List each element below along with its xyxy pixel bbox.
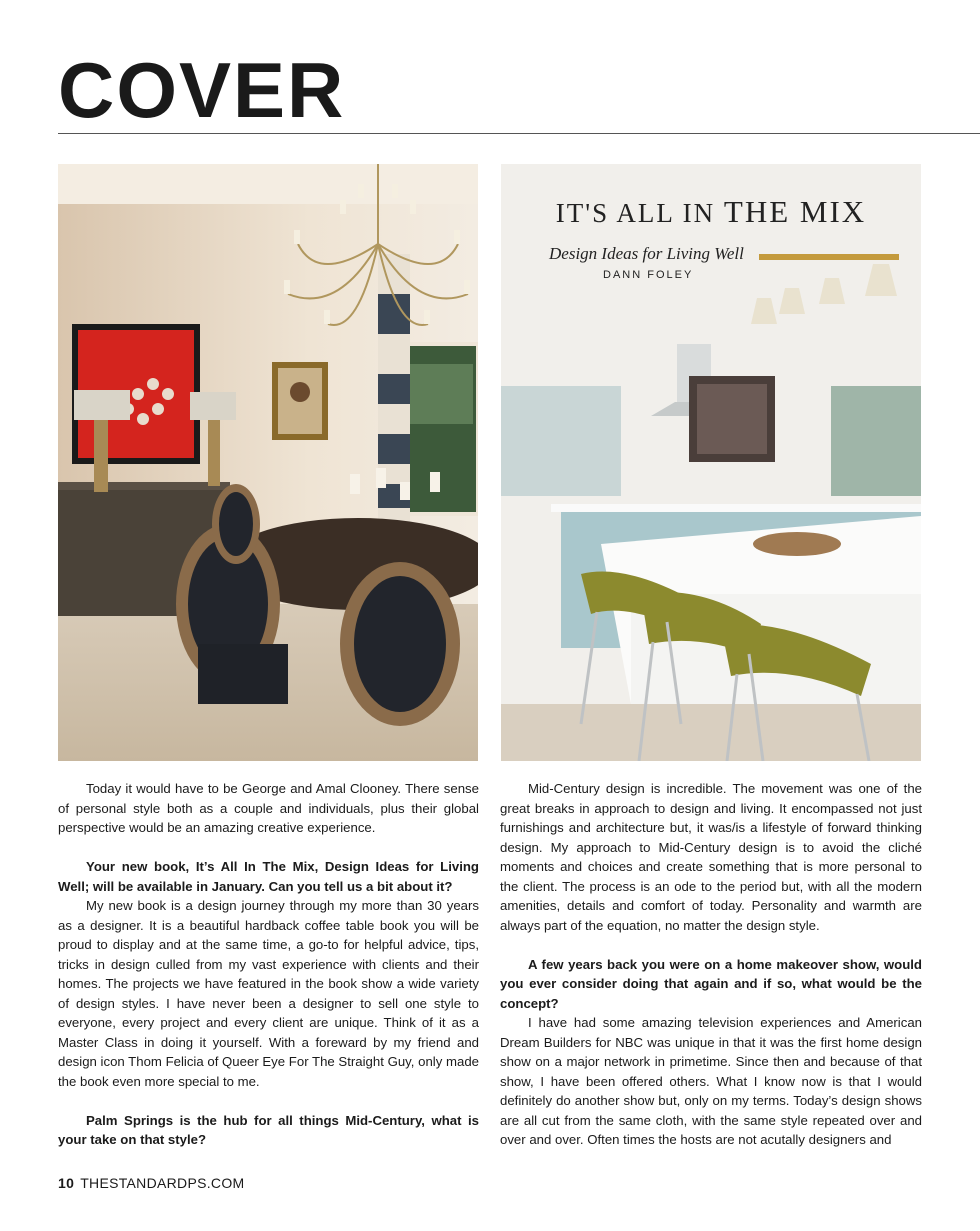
interview-question: A few years back you were on a home makeover show, would you ever consider doing that again and if so, what would be the concept?	[500, 956, 922, 1011]
cover-title-part2: THE MIX	[723, 194, 867, 229]
page-number: 10	[58, 1175, 75, 1191]
interview-question: Palm Springs is the hub for all things Mid-Century, what is your take on that style?	[58, 1112, 479, 1147]
cover-subtitle: Design Ideas for Living Well	[549, 244, 744, 263]
paragraph: My new book is a design journey through my more than 30 years as a designer. It is a beautiful hardback coffee table book you will be proud to display and at the same time, a go-to for helpful advice, tips, tricks in design culled from my vast experience with clients and their homes. The projects we have featured in the book show a wide variety of design styles. I have never been a designer to sell one style to everyone, every project and every client are unique. Think of it as a Master Class in doing it yourself. With a foreward by my friend and design icon Thom Felicia of Queer Eye For The Straight Guy, only made the book even more special to me.	[58, 898, 479, 1089]
article-column-left	[58, 779, 479, 1150]
book-cover-image	[501, 164, 921, 761]
paragraph: Today it would have to be George and Amal Clooney. There sense of personal style both as a couple and individuals, plus their global perspective would be an amazing creative experience.	[58, 781, 479, 835]
cover-author: DANN FOLEY	[603, 269, 694, 281]
header-rule	[58, 133, 980, 134]
paragraph: I have had some amazing television experiences and American Dream Builders for NBC was unique in that it was the first home design show on a major network in primetime. Since then and because of that show, I have been offered others. What I know now is that I would definitely do another show but, only on my terms. Today’s design shows are all cut from the same cloth, with the same style repeated over and over and over. Often times the hosts are not acutally designers and	[500, 1015, 922, 1147]
article-column-right	[500, 779, 922, 1150]
dining-room-photo	[58, 164, 478, 761]
cover-title-part1: IT'S ALL IN	[555, 198, 724, 228]
paragraph: Mid-Century design is incredible. The movement was one of the great breaks in approach to design and living. It encompassed not just furnishings and architecture but, it was/is a lifestyle of forward thinking design. My approach to Mid-Century design is to avoid the cliché moments and choices and create something that is more personal to the client. The process is an ode to the period but, with all the modern amenities, details and comfort of today. Personality and warmth are always part of the equation, no matter the design style.	[500, 781, 922, 933]
page-footer	[58, 1175, 244, 1191]
cover-title	[501, 194, 921, 230]
interview-question: Your new book, It’s All In The Mix, Design Ideas for Living Well; will be available in January. Can you tell us a bit about it?	[58, 859, 479, 894]
section-title: COVER	[58, 46, 346, 134]
site-name: THESTANDARDPS.COM	[80, 1175, 245, 1191]
